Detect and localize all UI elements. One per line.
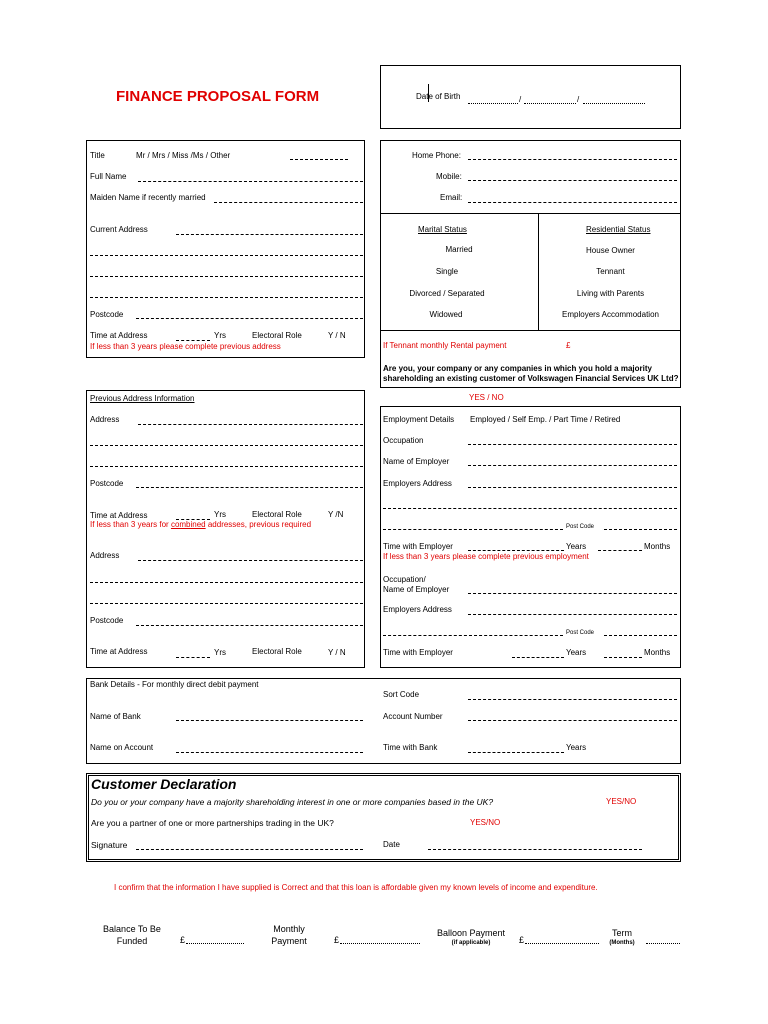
- employers-address-line-2[interactable]: [383, 508, 677, 509]
- confirmation-statement: I confirm that the information I have supplied is Correct and that this loan is affordable given my known levels of income and expenditure.: [114, 883, 598, 892]
- employer-name-label: Name of Employer: [383, 457, 450, 466]
- balance-label-line-2: Funded: [116, 936, 148, 946]
- name-of-bank-label: Name of Bank: [90, 712, 141, 721]
- years-label: Years: [566, 542, 587, 551]
- email-label: Email:: [440, 193, 463, 202]
- less-than-3-note: If less than 3 years please complete previous address: [90, 342, 281, 351]
- title-field[interactable]: [290, 159, 348, 160]
- dob-year-field[interactable]: [583, 103, 645, 104]
- residential-heading: Residential Status: [586, 225, 651, 234]
- dob-label: Date of Birth: [416, 92, 461, 101]
- home-phone-label: Home Phone:: [412, 151, 461, 160]
- current-address-line-1[interactable]: [176, 234, 363, 235]
- occupation-label: Occupation: [383, 436, 424, 445]
- balloon-note: (if applicable): [451, 940, 491, 946]
- shareholding-question: shareholding an existing customer of Volkswagen Financial Services UK Ltd?: [383, 374, 679, 383]
- current-address-label: Current Address: [90, 225, 148, 234]
- residential-option[interactable]: House Owner: [586, 246, 635, 255]
- postcode-label: Postcode: [90, 310, 124, 319]
- pound-sign: £: [566, 341, 571, 350]
- years-2-label: Years: [566, 648, 587, 657]
- prev-address-label: Address: [90, 415, 120, 424]
- prev-address-2-line-1[interactable]: [138, 560, 363, 561]
- previous-address-heading: Previous Address Information: [90, 394, 195, 403]
- dob-sep-1: /: [519, 95, 522, 104]
- prev-time-at-address-label: Time at Address: [90, 511, 148, 520]
- personal-details-box: [86, 140, 365, 358]
- current-address-line-4[interactable]: [90, 297, 363, 298]
- marital-option[interactable]: Divorced / Separated: [409, 289, 485, 298]
- cursor-mark: [428, 84, 429, 102]
- monthly-pound: £: [334, 935, 340, 945]
- prev-address-2-label: Address: [90, 551, 120, 560]
- signature-field[interactable]: [136, 849, 363, 850]
- prev-time-2-field[interactable]: [176, 657, 210, 658]
- date-field[interactable]: [428, 849, 642, 850]
- employment-less-than-3-note: If less than 3 years please complete previous employment: [383, 552, 589, 561]
- balance-label: [86, 923, 178, 947]
- prev-address-2-line-2[interactable]: [90, 582, 363, 583]
- prev-time-at-address-2-label: Time at Address: [90, 647, 148, 656]
- employers-address-line-3[interactable]: [383, 529, 563, 530]
- dob-sep-2: /: [577, 95, 580, 104]
- prev-address-line-1[interactable]: [138, 424, 363, 425]
- monthly-label-line-1: Monthly: [273, 924, 305, 934]
- employment-box: [380, 406, 681, 668]
- employer-name-2-label: Name of Employer: [383, 585, 450, 594]
- balance-field[interactable]: [186, 943, 244, 944]
- occupation-2-field[interactable]: [468, 593, 677, 594]
- maiden-name-field[interactable]: [214, 202, 363, 203]
- months-label: Months: [644, 542, 671, 551]
- employment-options[interactable]: Employed / Self Emp. / Part Time / Retired: [470, 415, 621, 424]
- declaration-q1-answer[interactable]: YES/NO: [606, 797, 637, 806]
- declaration-question-2: Are you a partner of one or more partnerships trading in the UK?: [91, 818, 334, 828]
- monthly-label-line-2: Payment: [271, 936, 307, 946]
- prev-postcode-2-field[interactable]: [136, 625, 363, 626]
- time-with-bank-field[interactable]: [468, 752, 564, 753]
- term-note: (Months): [609, 940, 635, 946]
- prev-electoral-role-label: Electoral Role: [252, 510, 302, 519]
- residential-option[interactable]: Tennant: [596, 267, 625, 276]
- form-title: FINANCE PROPOSAL FORM: [116, 88, 320, 105]
- declaration-question-1: Do you or your company have a majority shareholding interest in one or more companies based in the UK?: [91, 797, 494, 807]
- account-number-label: Account Number: [383, 712, 443, 721]
- combined-note: [90, 520, 311, 530]
- months-2-label: Months: [644, 648, 671, 657]
- sort-code-label: Sort Code: [383, 690, 420, 699]
- dob-month-field[interactable]: [524, 103, 576, 104]
- shareholding-question: Are you, your company or any companies in which you hold a majority: [383, 364, 652, 373]
- combined-word: combined: [170, 520, 206, 529]
- full-name-field[interactable]: [138, 181, 363, 182]
- time-with-employer-months-field[interactable]: [598, 550, 642, 551]
- time-with-bank-label: Time with Bank: [383, 743, 438, 752]
- prev-yrs-label: Yrs: [214, 510, 226, 519]
- time-at-address-field[interactable]: [176, 340, 210, 341]
- marital-heading: Marital Status: [418, 225, 467, 234]
- declaration-q2-answer[interactable]: YES/NO: [470, 818, 501, 827]
- maiden-name-label: Maiden Name if recently married: [90, 193, 206, 202]
- occupation-field[interactable]: [468, 444, 677, 445]
- divider: [380, 330, 681, 331]
- mobile-field[interactable]: [468, 180, 677, 181]
- employers-address-2-label: Employers Address: [383, 605, 452, 614]
- prev-address-2-line-3[interactable]: [90, 603, 363, 604]
- residential-option[interactable]: Living with Parents: [576, 289, 645, 298]
- prev-postcode-label: Postcode: [90, 479, 124, 488]
- full-name-label: Full Name: [90, 172, 127, 181]
- current-address-line-3[interactable]: [90, 276, 363, 277]
- divider: [538, 213, 539, 330]
- tenant-note: If Tennant monthly Rental payment: [383, 341, 507, 350]
- prev-electoral-2-yn[interactable]: Y / N: [328, 648, 346, 657]
- prev-address-line-2[interactable]: [90, 445, 363, 446]
- prev-electoral-yn[interactable]: Y /N: [328, 510, 344, 519]
- name-on-account-label: Name on Account: [90, 743, 154, 752]
- prev-yrs-2-label: Yrs: [214, 648, 226, 657]
- balloon-label-line-1: Balloon Payment: [436, 928, 506, 938]
- balance-pound: £: [180, 935, 186, 945]
- time-at-address-label: Time at Address: [90, 331, 148, 340]
- time-with-employer-label: Time with Employer: [383, 542, 453, 551]
- term-field[interactable]: [646, 943, 680, 944]
- yrs-label: Yrs: [214, 331, 226, 340]
- postcode-field[interactable]: [136, 318, 363, 319]
- title-label: Title: [90, 151, 105, 160]
- marital-option[interactable]: Single: [435, 267, 459, 276]
- monthly-label: [256, 923, 322, 947]
- email-field[interactable]: [468, 202, 677, 203]
- employers-address-line-1[interactable]: [468, 487, 677, 488]
- employers-address-2-line-1[interactable]: [468, 614, 677, 615]
- dob-day-field[interactable]: [468, 103, 518, 104]
- combined-note-pre: If less than 3 years for: [90, 520, 171, 529]
- balloon-pound: £: [519, 935, 525, 945]
- electoral-role-label: Electoral Role: [252, 331, 302, 340]
- name-of-bank-field[interactable]: [176, 720, 363, 721]
- date-label: Date: [383, 840, 400, 849]
- balloon-label: [428, 928, 514, 948]
- balance-label-line-1: Balance To Be: [103, 924, 161, 934]
- divider: [380, 213, 681, 214]
- post-code-field[interactable]: [604, 529, 677, 530]
- term-label: [600, 928, 644, 948]
- bank-years-label: Years: [566, 743, 587, 752]
- time-with-employer-years-field[interactable]: [468, 550, 564, 551]
- declaration-heading: Customer Declaration: [91, 776, 237, 792]
- home-phone-field[interactable]: [468, 159, 677, 160]
- employers-address-label: Employers Address: [383, 479, 452, 488]
- prev-postcode-field[interactable]: [136, 487, 363, 488]
- prev-postcode-2-label: Postcode: [90, 616, 124, 625]
- name-on-account-field[interactable]: [176, 752, 363, 753]
- current-address-line-2[interactable]: [90, 255, 363, 256]
- time-with-employer-2-years-field[interactable]: [512, 657, 564, 658]
- title-options[interactable]: Mr / Mrs / Miss /Ms / Other: [136, 151, 231, 160]
- account-number-field[interactable]: [468, 720, 677, 721]
- combined-note-post: addresses, previous required: [205, 520, 312, 529]
- signature-label: Signature: [91, 840, 128, 850]
- occupation-2-label: Occupation/: [383, 575, 426, 584]
- post-code-2-field[interactable]: [604, 635, 677, 636]
- prev-electoral-role-2-label: Electoral Role: [252, 647, 302, 656]
- bank-details-heading: Bank Details - For monthly direct debit payment: [90, 680, 259, 689]
- shareholding-yes-no[interactable]: YES / NO: [469, 393, 504, 402]
- mobile-label: Mobile:: [436, 172, 462, 181]
- time-with-employer-2-months-field[interactable]: [604, 657, 642, 658]
- prev-address-line-3[interactable]: [90, 466, 363, 467]
- term-label-line-1: Term: [612, 928, 632, 938]
- marital-option[interactable]: Widowed: [429, 310, 463, 319]
- time-with-employer-2-label: Time with Employer: [383, 648, 453, 657]
- employer-name-field[interactable]: [468, 465, 677, 466]
- electoral-role-yn[interactable]: Y / N: [328, 331, 346, 340]
- employers-address-2-line-2[interactable]: [383, 635, 563, 636]
- balloon-field[interactable]: [525, 943, 599, 944]
- sort-code-field[interactable]: [468, 699, 677, 700]
- post-code-2-label: Post Code: [566, 630, 595, 636]
- monthly-field[interactable]: [340, 943, 420, 944]
- marital-option[interactable]: Married: [445, 245, 473, 254]
- residential-option[interactable]: Employers Accommodation: [562, 310, 659, 319]
- post-code-label: Post Code: [566, 524, 595, 530]
- employment-details-label: Employment Details: [383, 415, 455, 424]
